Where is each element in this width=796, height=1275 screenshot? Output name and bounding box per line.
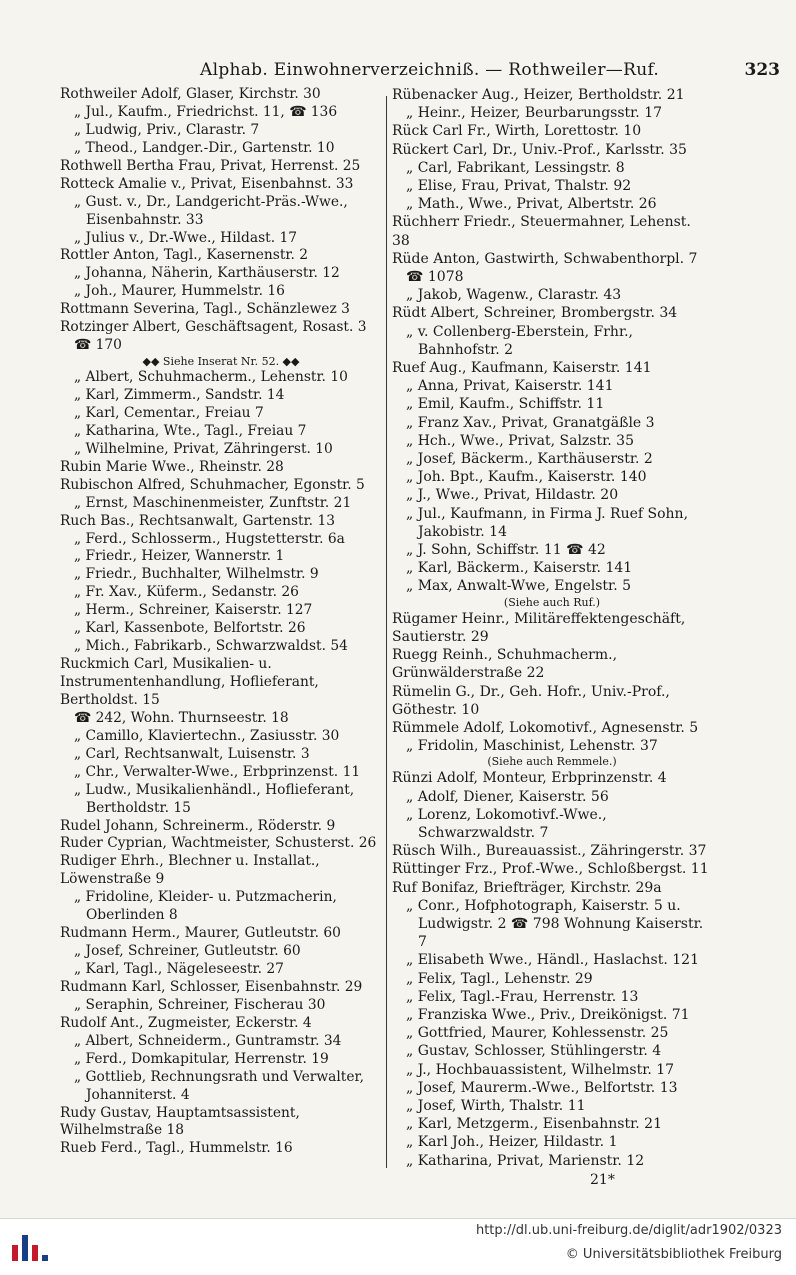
directory-entry: Rudmann Karl, Schlosser, Eisenbahnstr. 29: [60, 978, 363, 995]
directory-entry: „ Math., Wwe., Privat, Albertstr. 26: [406, 196, 657, 213]
directory-entry: Rothweiler Adolf, Glaser, Kirchstr. 30: [60, 86, 321, 102]
directory-entry: „ Wilhelmine, Privat, Zähringerst. 10: [74, 440, 333, 457]
directory-entry: „ Max, Anwalt-Wwe, Engelstr. 5: [406, 578, 631, 595]
directory-entry: ☎ 1078: [406, 269, 464, 286]
directory-entry: „ Ludwig, Priv., Clarastr. 7: [74, 121, 260, 138]
directory-entry: Ruf Bonifaz, Briefträger, Kirchstr. 29a: [392, 879, 662, 896]
directory-entry: „ Conr., Hofphotograph, Kaiserstr. 5 u. Ludwigstr. 2 ☎ 798 Wohnung Kaiserstr. 7: [406, 897, 704, 951]
directory-entry: „ J., Wwe., Privat, Hildastr. 20: [406, 487, 619, 504]
directory-entry: „ Josef, Maurerm.-Wwe., Belfortstr. 13: [406, 1079, 678, 1096]
directory-entry: „ Anna, Privat, Kaiserstr. 141: [406, 378, 614, 395]
directory-entry: Rottmann Severina, Tagl., Schänzlewez 3: [60, 301, 350, 318]
directory-entry: „ Jakob, Wagenw., Clarastr. 43: [406, 287, 622, 304]
directory-entry: Rothwell Bertha Frau, Privat, Herrenst. 25: [60, 157, 361, 174]
directory-entry: „ Karl, Cementar., Freiau 7: [74, 404, 264, 421]
directory-entry: „ Ferd., Domkapitular, Herrenstr. 19: [74, 1050, 329, 1067]
directory-entry: (Siehe auch Ruf.): [503, 595, 601, 609]
page-number: 323: [744, 60, 780, 80]
source-link[interactable]: http://dl.ub.uni-freiburg.de/diglit/adr1902/0323: [475, 1223, 782, 1238]
directory-entry: „ Camillo, Klaviertechn., Zasiusstr. 30: [74, 727, 340, 744]
directory-entry: „ Heinr., Heizer, Beurbarungsstr. 17: [406, 105, 663, 122]
running-title: Alphab. Einwohnerverzeichniß. — Rothweiler—Ruf.: [200, 60, 660, 80]
directory-entry: Rotteck Amalie v., Privat, Eisenbahnst. 33: [60, 175, 354, 192]
directory-entry: ☎ 170: [74, 337, 122, 354]
directory-entry: Rubischon Alfred, Schuhmacher, Egonstr. 5: [60, 476, 365, 493]
directory-entry: „ Carl, Rechtsanwalt, Luisenstr. 3: [74, 745, 310, 762]
directory-entry: „ Gottfried, Maurer, Kohlessenstr. 25: [406, 1025, 669, 1042]
directory-entry: „ Karl, Bäckerm., Kaiserstr. 141: [406, 560, 633, 577]
directory-entry: „ Elisabeth Wwe., Händl., Haslachst. 121: [406, 952, 699, 969]
directory-entry: Rudiger Ehrh., Blechner u. Installat., Löwenstraße 9: [60, 853, 320, 888]
directory-entry: Rüttinger Frz., Prof.-Wwe., Schloßbergst. 11: [392, 861, 709, 878]
directory-entry: „ Karl, Kassenbote, Belfortstr. 26: [74, 620, 306, 637]
directory-entry: Ruder Cyprian, Wachtmeister, Schusterst. 26: [60, 835, 377, 852]
directory-entry: Ruegg Reinh., Schuhmacherm., Grünwälderstraße 22: [392, 647, 618, 682]
directory-entry: „ Karl, Tagl., Nägeleseestr. 27: [74, 961, 284, 977]
directory-entry: „ Fridoline, Kleider- u. Putzmacherin, Oberlinden 8: [74, 889, 337, 924]
directory-entry: Ruef Aug., Kaufmann, Kaiserstr. 141: [392, 360, 652, 377]
directory-entry: (Siehe auch Remmele.): [487, 755, 617, 769]
right-column: [392, 86, 712, 1171]
directory-entry: „ Seraphin, Schreiner, Fischerau 30: [74, 996, 326, 1013]
directory-entry: „ Emil, Kaufm., Schiffstr. 11: [406, 396, 605, 413]
directory-entry: „ Friedr., Buchhalter, Wilhelmstr. 9: [74, 566, 319, 583]
directory-entry: „ Gust. v., Dr., Landgericht-Präs.-Wwe., Eisenbahnstr. 33: [74, 193, 348, 228]
signature-mark: 21*: [590, 1172, 615, 1188]
directory-entry: Rübenacker Aug., Heizer, Bertholdstr. 21: [392, 87, 685, 103]
directory-entry: „ Mich., Fabrikarb., Schwarzwaldst. 54: [74, 638, 348, 655]
directory-entry: Rück Carl Fr., Wirth, Lorettostr. 10: [392, 123, 642, 140]
directory-entry: „ Felix, Tagl.-Frau, Herrenstr. 13: [406, 988, 639, 1005]
directory-entry: Rückert Carl, Dr., Univ.-Prof., Karlsstr. 35: [392, 141, 687, 158]
column-divider: [386, 96, 387, 1168]
directory-entry: „ Josef, Wirth, Thalstr. 11: [406, 1097, 586, 1114]
directory-entry: „ Friedr., Heizer, Wannerstr. 1: [74, 548, 285, 565]
directory-entry: „ Josef, Schreiner, Gutleutstr. 60: [74, 943, 301, 960]
directory-entry: Rudolf Ant., Zugmeister, Eckerstr. 4: [60, 1014, 312, 1031]
directory-entry: „ Theod., Landger.-Dir., Gartenstr. 10: [74, 139, 335, 156]
directory-entry: „ Jul., Kaufmann, in Firma J. Ruef Sohn, Jakobistr. 14: [406, 505, 689, 540]
directory-entry: Ruch Bas., Rechtsanwalt, Gartenstr. 13: [60, 512, 336, 529]
viewer-footer: [0, 1218, 796, 1275]
directory-entry: „ Albert, Schneiderm., Guntramstr. 34: [74, 1032, 342, 1049]
directory-entry: Rüdt Albert, Schreiner, Brombergstr. 34: [392, 305, 678, 322]
directory-entry: Ruckmich Carl, Musikalien- u. Instrumentenhandlung, Hoflieferant, Bertholdst. 15: [60, 656, 319, 708]
directory-entry: „ Fridolin, Maschinist, Lehenstr. 37: [406, 738, 658, 755]
directory-entry: „ Julius v., Dr.-Wwe., Hildast. 17: [74, 229, 298, 246]
running-header: [60, 60, 780, 82]
directory-entry: Rubin Marie Wwe., Rheinstr. 28: [60, 458, 284, 475]
directory-entry: „ J., Hochbauassistent, Wilhelmstr. 17: [406, 1061, 675, 1078]
copyright-notice: © Universitätsbibliothek Freiburg: [565, 1247, 782, 1262]
directory-entry: ◆◆ Siehe Inserat Nr. 52. ◆◆: [142, 355, 300, 369]
directory-entry: „ Albert, Schuhmacherm., Lehenstr. 10: [74, 369, 348, 386]
directory-entry: Rudmann Herm., Maurer, Gutleutstr. 60: [60, 925, 341, 942]
directory-entry: „ Gustav, Schlosser, Stühlingerstr. 4: [406, 1043, 662, 1060]
directory-entry: „ Fr. Xav., Küferm., Sedanstr. 26: [74, 584, 299, 601]
directory-entry: Rottler Anton, Tagl., Kasernenstr. 2: [60, 247, 309, 264]
library-logo-icon: [8, 1229, 52, 1269]
directory-entry: Rüchherr Friedr., Steuermahner, Lehenst. 38: [392, 214, 691, 249]
directory-entry: Rümelin G., Dr., Geh. Hofr., Univ.-Prof., Göthestr. 10: [392, 683, 670, 718]
directory-entry: Rünzi Adolf, Monteur, Erbprinzenstr. 4: [392, 770, 667, 787]
directory-entry: „ Adolf, Diener, Kaiserstr. 56: [406, 788, 609, 805]
directory-entry: „ Franz Xav., Privat, Granatgäßle 3: [406, 414, 655, 431]
directory-entry: „ Franziska Wwe., Priv., Dreikönigst. 71: [406, 1006, 690, 1023]
directory-entry: „ Felix, Tagl., Lehenstr. 29: [406, 970, 593, 987]
directory-entry: „ Gottlieb, Rechnungsrath und Verwalter, Johanniterst. 4: [74, 1068, 364, 1103]
directory-entry: „ J. Sohn, Schiffstr. 11 ☎ 42: [406, 542, 606, 559]
directory-entry: Rotzinger Albert, Geschäftsagent, Rosast. 3: [60, 319, 367, 336]
directory-entry: „ Joh., Maurer, Hummelstr. 16: [74, 283, 285, 300]
directory-entry: Rümmele Adolf, Lokomotivf., Agnesenstr. 5: [392, 719, 699, 736]
directory-entry: „ Joh. Bpt., Kaufm., Kaiserstr. 140: [406, 469, 647, 486]
directory-entry: „ Josef, Bäckerm., Karthäuserstr. 2: [406, 451, 653, 468]
directory-entry: „ Lorenz, Lokomotivf.-Wwe., Schwarzwaldstr. 7: [406, 806, 607, 841]
directory-entry: ☎ 242, Wohn. Thurnseestr. 18: [74, 709, 289, 726]
directory-entry: „ Ferd., Schlosserm., Hugstetterstr. 6a: [74, 530, 345, 547]
directory-entry: „ Katharina, Privat, Marienstr. 12: [406, 1152, 645, 1169]
directory-entry: Rüde Anton, Gastwirth, Schwabenthorpl. 7: [392, 250, 698, 267]
directory-entry: „ Hch., Wwe., Privat, Salzstr. 35: [406, 432, 634, 449]
directory-entry: „ Katharina, Wte., Tagl., Freiau 7: [74, 422, 307, 439]
directory-entry: „ Ludw., Musikalienhändl., Hoflieferant, Bertholdstr. 15: [74, 781, 355, 816]
directory-entry: Rügamer Heinr., Militäreffektengeschäft, Sautierstr. 29: [392, 610, 686, 645]
directory-entry: „ Karl, Zimmerm., Sandstr. 14: [74, 387, 285, 403]
directory-entry: Rueb Ferd., Tagl., Hummelstr. 16: [60, 1140, 293, 1157]
directory-entry: „ Johanna, Näherin, Karthäuserstr. 12: [74, 265, 340, 282]
directory-entry: „ Jul., Kaufm., Friedrichst. 11, ☎ 136: [74, 103, 338, 120]
directory-entry: Rüsch Wilh., Bureauassist., Zähringerstr. 37: [392, 843, 707, 860]
directory-entry: „ Carl, Fabrikant, Lessingstr. 8: [406, 159, 625, 176]
directory-entry: „ Karl, Metzgerm., Eisenbahnstr. 21: [406, 1116, 662, 1133]
directory-entry: Rudel Johann, Schreinerm., Röderstr. 9: [60, 817, 336, 834]
directory-entry: „ Karl Joh., Heizer, Hildastr. 1: [406, 1134, 618, 1151]
directory-entry: „ Ernst, Maschinenmeister, Zunftstr. 21: [74, 494, 352, 511]
directory-entry: „ v. Collenberg-Eberstein, Frhr., Bahnhofstr. 2: [406, 323, 634, 358]
directory-entry: Rudy Gustav, Hauptamtsassistent, Wilhelmstraße 18: [60, 1104, 300, 1139]
directory-entry: „ Chr., Verwalter-Wwe., Erbprinzenst. 11: [74, 763, 361, 780]
directory-entry: „ Herm., Schreiner, Kaiserstr. 127: [74, 602, 313, 619]
directory-entry: „ Elise, Frau, Privat, Thalstr. 92: [406, 178, 632, 195]
left-column: [60, 86, 382, 1171]
